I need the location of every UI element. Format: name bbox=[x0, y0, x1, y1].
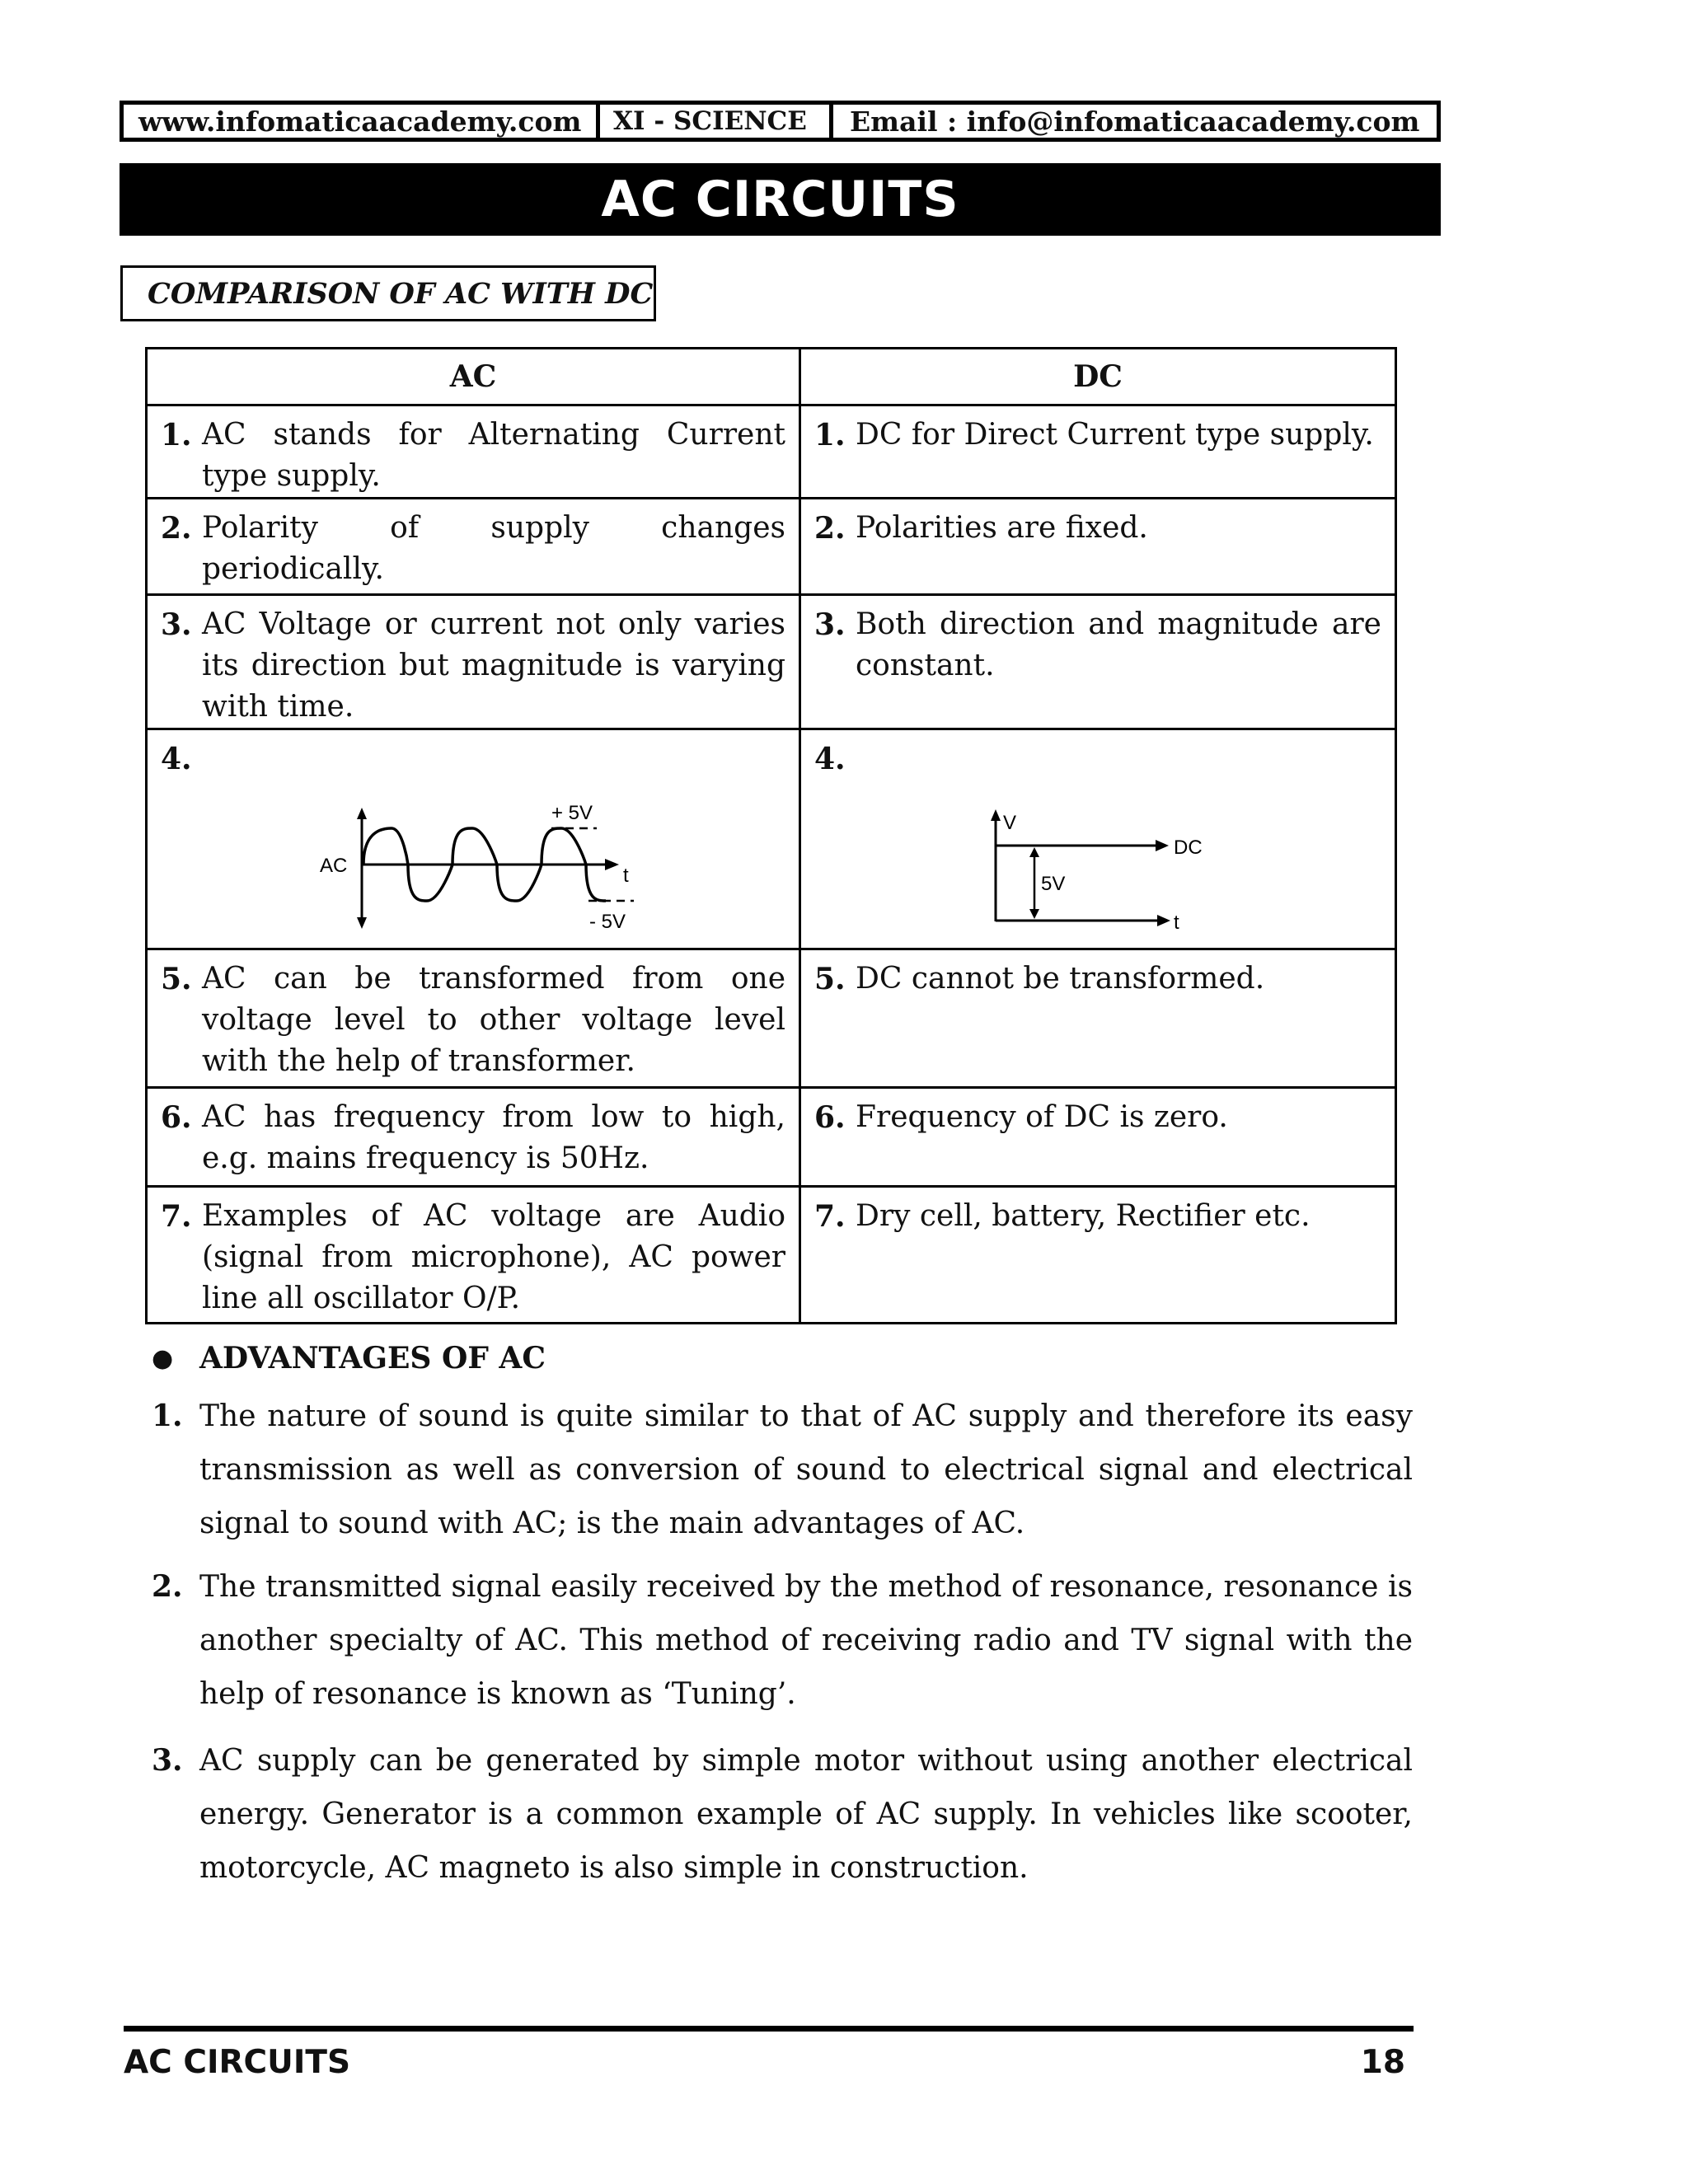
ac-t-label: t bbox=[623, 865, 629, 887]
dc-text: Frequency of DC is zero. bbox=[856, 1100, 1228, 1134]
table-row bbox=[147, 595, 1396, 729]
dc-text: Dry cell, battery, Rectifier etc. bbox=[856, 1199, 1311, 1233]
ac-cell bbox=[147, 949, 800, 1088]
page-number: 18 bbox=[1360, 2044, 1405, 2081]
dc-y-arrow bbox=[991, 809, 1001, 821]
footer-title: AC CIRCUITS bbox=[124, 2044, 351, 2081]
item-text: The nature of sound is quite similar to that of AC supply and therefore its easy transmission as well as conversion of sound to electrical signal and electrical signal to sound with AC; is the main advantages of AC. bbox=[199, 1399, 1413, 1540]
dc-text: Both direction and magnitude are constant. bbox=[856, 607, 1381, 682]
item-text: AC supply can be generated by simple motor without using another electrical energy. Generator is a common example of AC supply. In vehicles like scooter, motorcycle, AC magneto is also simple in construction. bbox=[199, 1744, 1413, 1885]
ac-cell bbox=[147, 405, 800, 499]
dc-cell bbox=[800, 949, 1396, 1088]
row-number: 7. bbox=[814, 1199, 846, 1234]
email-address: Email : info@infomaticaacademy.com bbox=[850, 105, 1420, 138]
row-number: 2. bbox=[161, 511, 192, 546]
ac-text: AC has frequency from low to high, e.g. mains frequency is 50Hz. bbox=[202, 1100, 785, 1175]
dc-cell bbox=[800, 1187, 1396, 1324]
dc-cell bbox=[800, 405, 1396, 499]
ac-cell bbox=[147, 595, 800, 729]
row-number: 1. bbox=[161, 418, 192, 452]
section-title: COMPARISON OF AC WITH DC bbox=[120, 265, 656, 321]
dc-dimension-arrow-up bbox=[1029, 847, 1039, 857]
table-header-row bbox=[147, 349, 1396, 405]
bullet-icon: ● bbox=[152, 1343, 174, 1373]
list-item bbox=[152, 1560, 1413, 1721]
ac-text: Examples of AC voltage are Audio (signal from microphone), AC power line all oscillator O/P. bbox=[202, 1199, 785, 1315]
ac-negative-label: - 5V bbox=[589, 911, 626, 933]
page-title: AC CIRCUITS bbox=[120, 163, 1441, 236]
advantages-heading-row bbox=[152, 1333, 1413, 1383]
ac-cell bbox=[147, 499, 800, 595]
item-text: The transmitted signal easily received by the method of resonance, resonance is another specialty of AC. This method of receiving radio and TV signal with the help of resonance is known as ‘Tuning’. bbox=[199, 1570, 1413, 1711]
dc-level-label: 5V bbox=[1041, 873, 1066, 895]
dc-cell bbox=[800, 1088, 1396, 1187]
row-number: 4. bbox=[814, 742, 846, 776]
dc-cell bbox=[800, 595, 1396, 729]
comparison-table bbox=[145, 347, 1397, 1324]
website-url: www.infomaticaacademy.com bbox=[124, 105, 600, 138]
row-number: 4. bbox=[161, 742, 192, 776]
row-number: 3. bbox=[161, 607, 192, 642]
dc-label: DC bbox=[1174, 837, 1203, 859]
dc-graph-cell bbox=[800, 729, 1396, 949]
ac-graph-label: AC bbox=[320, 855, 348, 877]
ac-y-arrow-down bbox=[357, 917, 367, 929]
ac-graph-cell bbox=[147, 729, 800, 949]
dc-t-arrow bbox=[1157, 915, 1170, 926]
ac-text: Polarity of supply changes periodically. bbox=[202, 511, 785, 586]
table-row bbox=[147, 405, 1396, 499]
column-header-dc: DC bbox=[800, 349, 1396, 405]
row-number: 5. bbox=[814, 962, 846, 996]
ac-t-arrow bbox=[605, 859, 619, 870]
item-number: 2. bbox=[152, 1569, 183, 1604]
ac-text: AC Voltage or current not only varies its direction but magnitude is varying with time. bbox=[202, 607, 785, 724]
dc-cell bbox=[800, 499, 1396, 595]
dc-text: DC cannot be transformed. bbox=[856, 962, 1265, 996]
dc-text: DC for Direct Current type supply. bbox=[856, 418, 1374, 452]
table-row bbox=[147, 729, 1396, 949]
row-number: 6. bbox=[814, 1100, 846, 1135]
table-row bbox=[147, 499, 1396, 595]
ac-text: AC stands for Alternating Current type supply. bbox=[202, 418, 785, 493]
dc-text: Polarities are fixed. bbox=[856, 511, 1148, 545]
ac-y-arrow-up bbox=[357, 808, 367, 819]
list-item bbox=[152, 1734, 1413, 1895]
table-row bbox=[147, 949, 1396, 1088]
table-row bbox=[147, 1187, 1396, 1324]
ac-positive-label: + 5V bbox=[551, 802, 593, 824]
ac-cell bbox=[147, 1187, 800, 1324]
dc-v-label: V bbox=[1003, 812, 1017, 834]
list-item bbox=[152, 1390, 1413, 1550]
table-row bbox=[147, 1088, 1396, 1187]
row-number: 6. bbox=[161, 1100, 192, 1135]
row-number: 5. bbox=[161, 962, 192, 996]
item-number: 3. bbox=[152, 1743, 183, 1778]
footer-divider bbox=[124, 2026, 1414, 2032]
row-number: 2. bbox=[814, 511, 846, 546]
row-number: 1. bbox=[814, 418, 846, 452]
ac-text: AC can be transformed from one voltage level to other voltage level with the help of transformer. bbox=[202, 962, 785, 1078]
header-strip bbox=[120, 101, 1441, 142]
dc-graph bbox=[801, 780, 1397, 936]
class-label: XI - SCIENCE bbox=[600, 105, 833, 138]
advantages-section bbox=[152, 1333, 1413, 1895]
ac-waveform-graph bbox=[148, 780, 801, 936]
column-header-ac: AC bbox=[147, 349, 800, 405]
row-number: 3. bbox=[814, 607, 846, 642]
ac-cell bbox=[147, 1088, 800, 1187]
item-number: 1. bbox=[152, 1399, 183, 1433]
dc-dimension-arrow-down bbox=[1029, 909, 1039, 919]
row-number: 7. bbox=[161, 1199, 192, 1234]
dc-t-label: t bbox=[1174, 912, 1179, 934]
advantages-heading: ADVANTAGES OF AC bbox=[199, 1341, 546, 1376]
dc-level-arrow bbox=[1156, 840, 1169, 851]
